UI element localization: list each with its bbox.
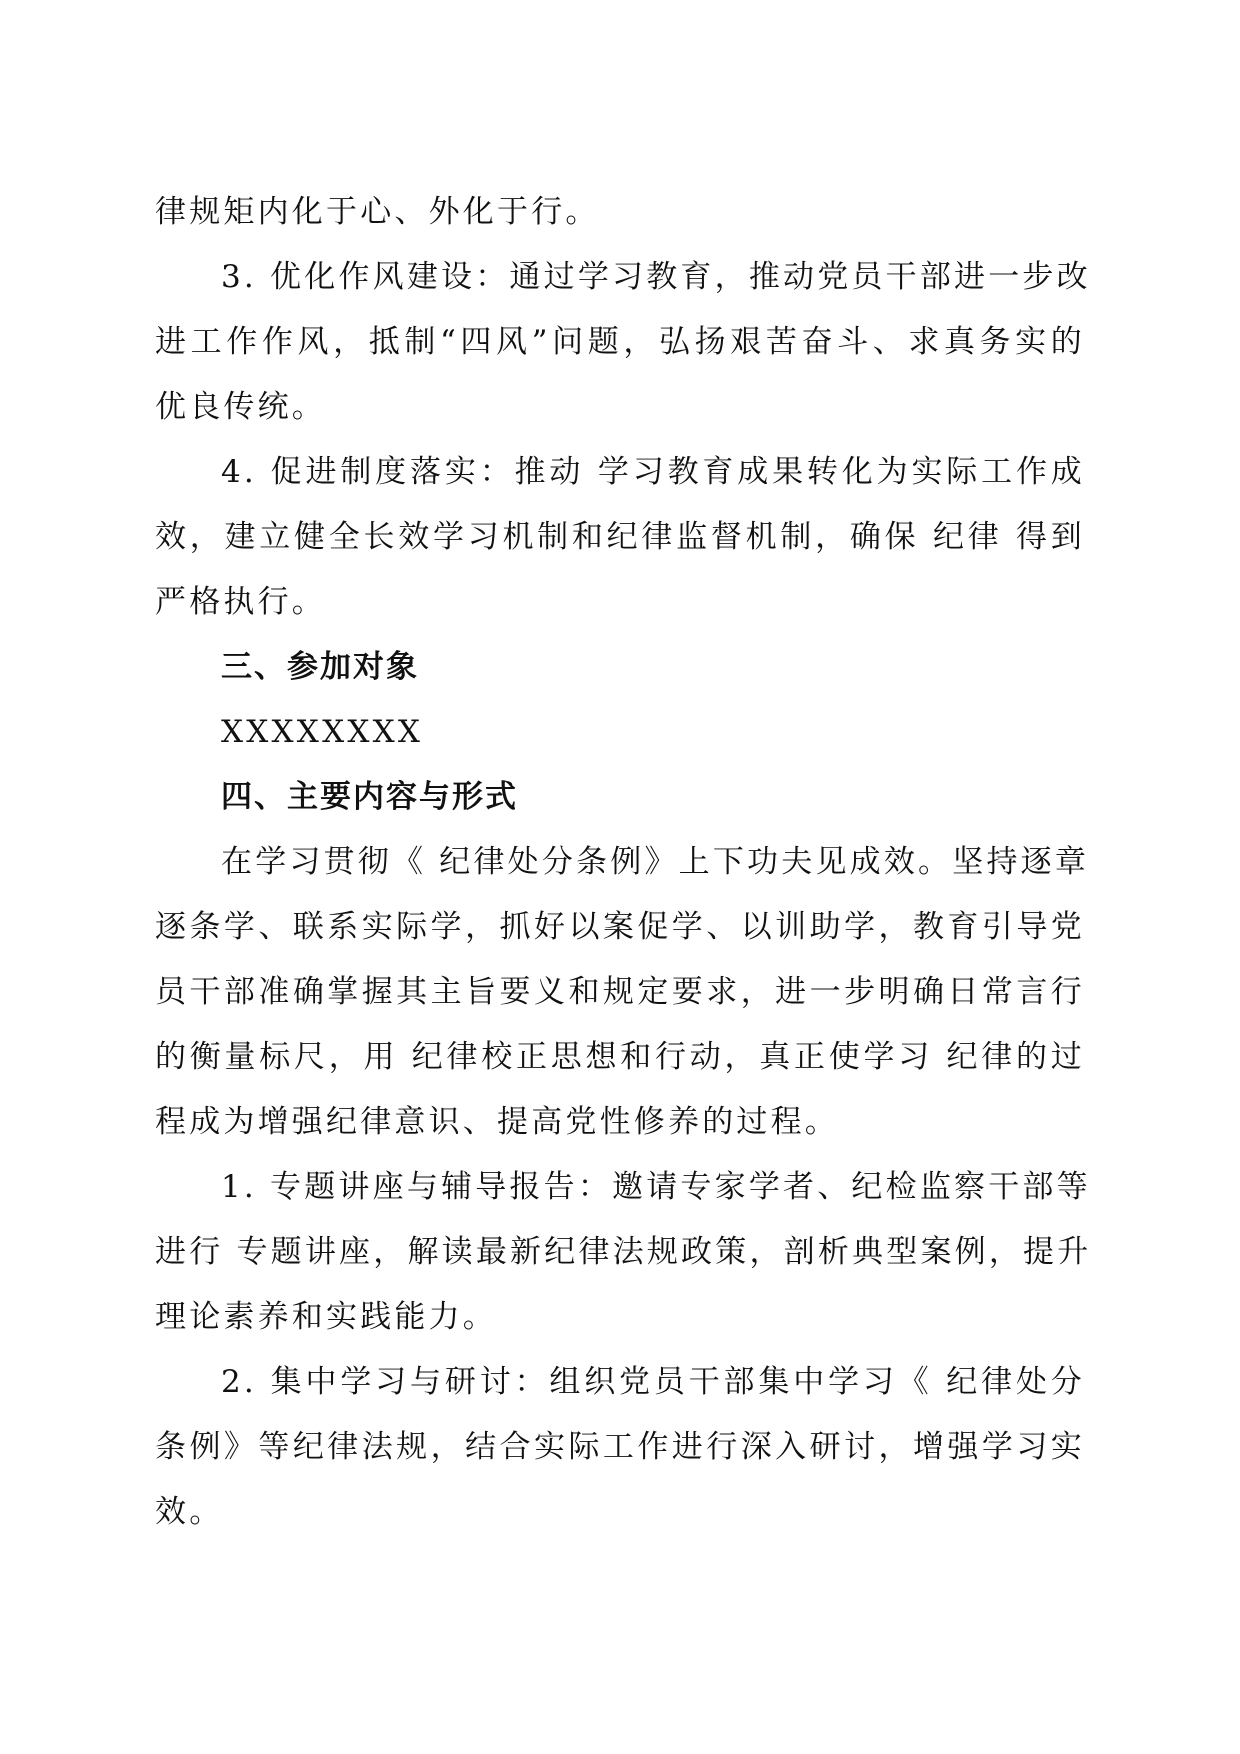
paragraph-line: 的衡量标尺，用 纪律校正思想和行动，真正使学习 纪律的过 bbox=[155, 1039, 1085, 1075]
paragraph-line: 程成为增强纪律意识、提高党性修养的过程。 bbox=[155, 1104, 839, 1140]
paragraph-line: 条例》等纪律法规，结合实际工作进行深入研讨，增强学习实 bbox=[155, 1429, 1085, 1465]
section-heading: 四、主要内容与形式 bbox=[221, 779, 518, 815]
section-heading: 三、参加对象 bbox=[221, 649, 419, 685]
paragraph-line: 1. 专题讲座与辅导报告：邀请专家学者、纪检监察干部等 bbox=[221, 1169, 1091, 1205]
paragraph-line: 优良传统。 bbox=[155, 389, 326, 425]
paragraph-line: 理论素养和实践能力。 bbox=[155, 1299, 497, 1335]
paragraph-line: XXXXXXXX bbox=[221, 714, 424, 750]
paragraph-line: 严格执行。 bbox=[155, 584, 326, 620]
paragraph-line: 3. 优化作风建设：通过学习教育，推动党员干部进一步改 bbox=[221, 259, 1091, 295]
paragraph-line: 在学习贯彻《 纪律处分条例》上下功夫见成效。坚持逐章 bbox=[221, 844, 1090, 880]
paragraph-line: 4. 促进制度落实：推动 学习教育成果转化为实际工作成 bbox=[221, 454, 1085, 490]
paragraph-line: 效，建立健全长效学习机制和纪律监督机制，确保 纪律 得到 bbox=[155, 519, 1085, 555]
paragraph-line: 效。 bbox=[155, 1494, 224, 1530]
paragraph-line: 进行 专题讲座，解读最新纪律法规政策，剖析典型案例，提升 bbox=[155, 1234, 1092, 1270]
paragraph-line: 员干部准确掌握其主旨要义和规定要求，进一步明确日常言行 bbox=[155, 974, 1085, 1010]
document-body bbox=[155, 180, 1092, 1545]
paragraph-line: 进工作作风，抵制“四风”问题，弘扬艰苦奋斗、求真务实的 bbox=[155, 324, 1085, 360]
paragraph-line: 2. 集中学习与研讨：组织党员干部集中学习《 纪律处分 bbox=[221, 1364, 1085, 1400]
paragraph-line: 逐条学、联系实际学，抓好以案促学、以训助学，教育引导党 bbox=[155, 909, 1085, 945]
paragraph-line: 律规矩内化于心、外化于行。 bbox=[155, 194, 600, 230]
